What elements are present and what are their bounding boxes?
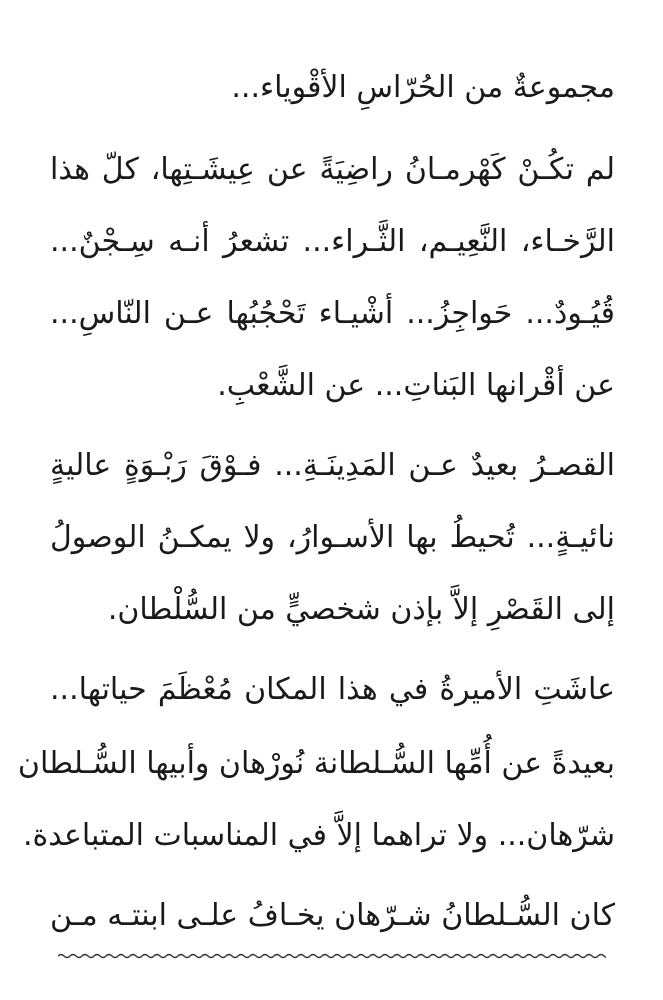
text-line: لم تكُـنْ كَهْرمـانُ راضِيَةً عن عِيشَـتِها، كلّ هذا [50,152,615,187]
text-line: بعيدةً عن أُمِّها السُّـلطانة نُورْهان وأبيها السُّـلطان [17,746,615,781]
wavy-divider [58,948,606,964]
text-line: عن أقْرانها البَناتِ... عن الشَّعْبِ. [217,368,615,403]
text-line: عاشَتِ الأميرةُ في هذا المكان مُعْظَمَ حياتها... [50,672,615,707]
text-line: كان السُّـلطانُ شـرّهان يخـافُ علـى ابنتـه مـن [50,898,615,933]
text-line: نائيـةٍ... تُحيطُ بها الأسـوارُ، ولا يمكـنُ الوصولُ [50,520,615,555]
text-line: الرَّخـاء، النَّعِيـم، الثَّـراء... تشعرُ أنـه سِـجْنٌ... [50,224,615,259]
text-line: مجموعةٌ من الحُرّاسِ الأقْوياء... [231,70,615,105]
text-line: القصـرُ بعيدٌ عـن المَدِينَـةِ... فـوْقَ رَبْـوَةٍ عاليةٍ [50,448,615,483]
text-line: إلى القَصْرِ إلاَّ بإذن شخصيٍّ من السُّلْطان. [107,592,615,627]
text-line: قُيُـودٌ... حَواجِزُ... أشْيـاء تَحْجُبُها عـن النّاسِ... [50,296,615,331]
text-line: شرّهان... ولا تراهما إلاَّ في المناسبات المتباعدة. [23,818,615,853]
